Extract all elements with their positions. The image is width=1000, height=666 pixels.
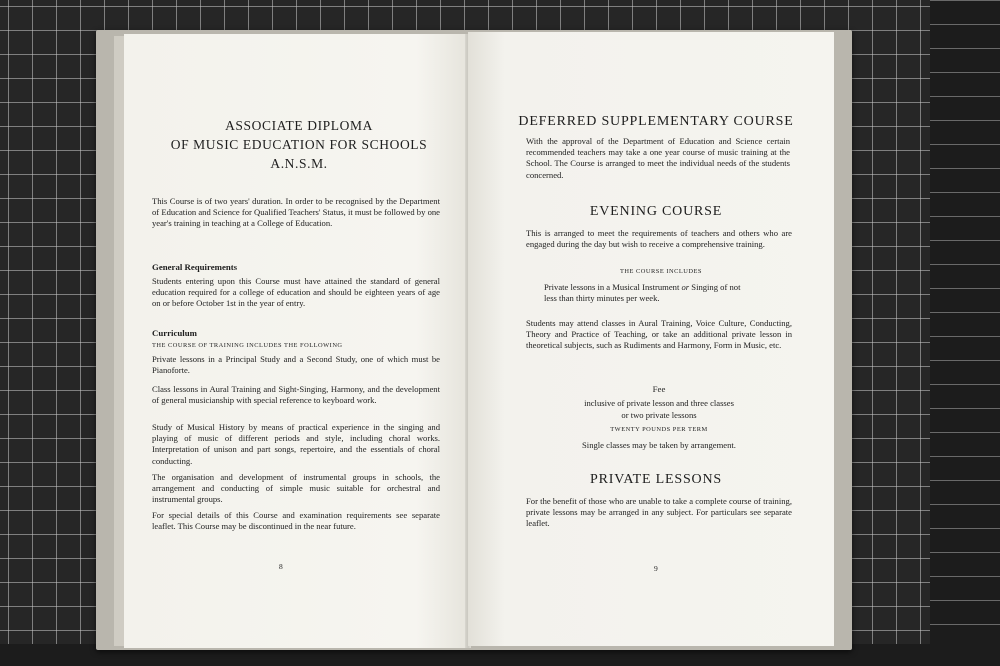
intro-paragraph: This Course is of two years' duration. In order to be recognised by the Department of Education and Science for Qualified Teachers' Status, it must be followed by one year's training in teaching at a College of Education. [152,196,440,229]
fee-single-classes: Single classes may be taken by arrangement. [582,440,736,450]
curriculum-item: Study of Musical History by means of practical experience in the singing and playing of music of different periods and style, including choral works. Interpretation of unison and part songs, repertoire, and the essentials of choral conducting. [152,422,440,466]
curriculum-item: Private lessons in a Principal Study and a Second Study, one of which must be Pianoforte. [152,354,440,376]
students-paragraph: Students may attend classes in Aural Training, Voice Culture, Conducting, Theory and Practice of Teaching, or take an additional private lesson in theoretical subjects, such as Rudiments and Harmony, Form in Music, etc. [526,318,792,351]
fee-line: or two private lessons [621,410,697,420]
title-line: ASSOCIATE DIPLOMA [225,118,373,133]
right-page [468,32,834,646]
curriculum-heading: Curriculum [152,328,197,338]
mat-edge [930,0,1000,666]
private-lessons-text: For the benefit of those who are unable to take a complete course of training, private lessons may be arranged in any subject. For particulars see separate leaflet. [526,496,792,529]
title-line: OF MUSIC EDUCATION FOR SCHOOLS [170,137,428,152]
course-includes-item [544,282,794,304]
general-requirements-text: Students entering upon this Course must have attained the standard of general education required for a college of education and should be eighteen years of age on or before October 1st in the year of entry. [152,276,440,309]
page-number: 8 [279,562,283,571]
fee-amount: TWENTY POUNDS PER TERM [610,426,708,433]
includes-text: Private lessons in a Musical Instrument [544,282,682,292]
evening-course-text: This is arranged to meet the requirements of teachers and others who are engaged during the day but wish to receive a comprehensive training. [526,228,792,250]
deferred-course-text: With the approval of the Department of Education and Science certain recommended teachers may take a one year course of music training at the School. The Course is arranged to meet the individual needs of the students concerned. [526,136,790,180]
fee-heading: Fee [652,384,666,394]
curriculum-item: For special details of this Course and examination requirements see separate leaflet. This Course may be discontinued in the near future. [152,510,440,532]
title-line: A.N.S.M. [270,156,328,171]
includes-text: Singing of not [689,282,741,292]
fee-line: inclusive of private lesson and three classes [584,398,734,408]
includes-or: or [681,282,690,292]
course-includes-label: THE COURSE INCLUDES [620,268,702,275]
deferred-course-heading: DEFERRED SUPPLEMENTARY COURSE [518,114,794,129]
diploma-title [144,116,454,173]
curriculum-item: The organisation and development of instrumental groups in schools, the arrangement and conducting of simple music suitable for orchestral and instrumental groups. [152,472,440,505]
page-number: 9 [654,564,658,573]
left-page [124,34,468,648]
curriculum-subheading: THE COURSE OF TRAINING INCLUDES THE FOLLOWING [152,342,343,349]
evening-course-heading: EVENING COURSE [589,204,723,219]
includes-text: less than thirty minutes per week. [544,293,660,304]
curriculum-item: Class lessons in Aural Training and Sight-Singing, Harmony, and the development of general musicianship with special reference to keyboard work. [152,384,440,406]
private-lessons-heading: PRIVATE LESSONS [590,472,722,487]
general-requirements-heading: General Requirements [152,262,238,272]
